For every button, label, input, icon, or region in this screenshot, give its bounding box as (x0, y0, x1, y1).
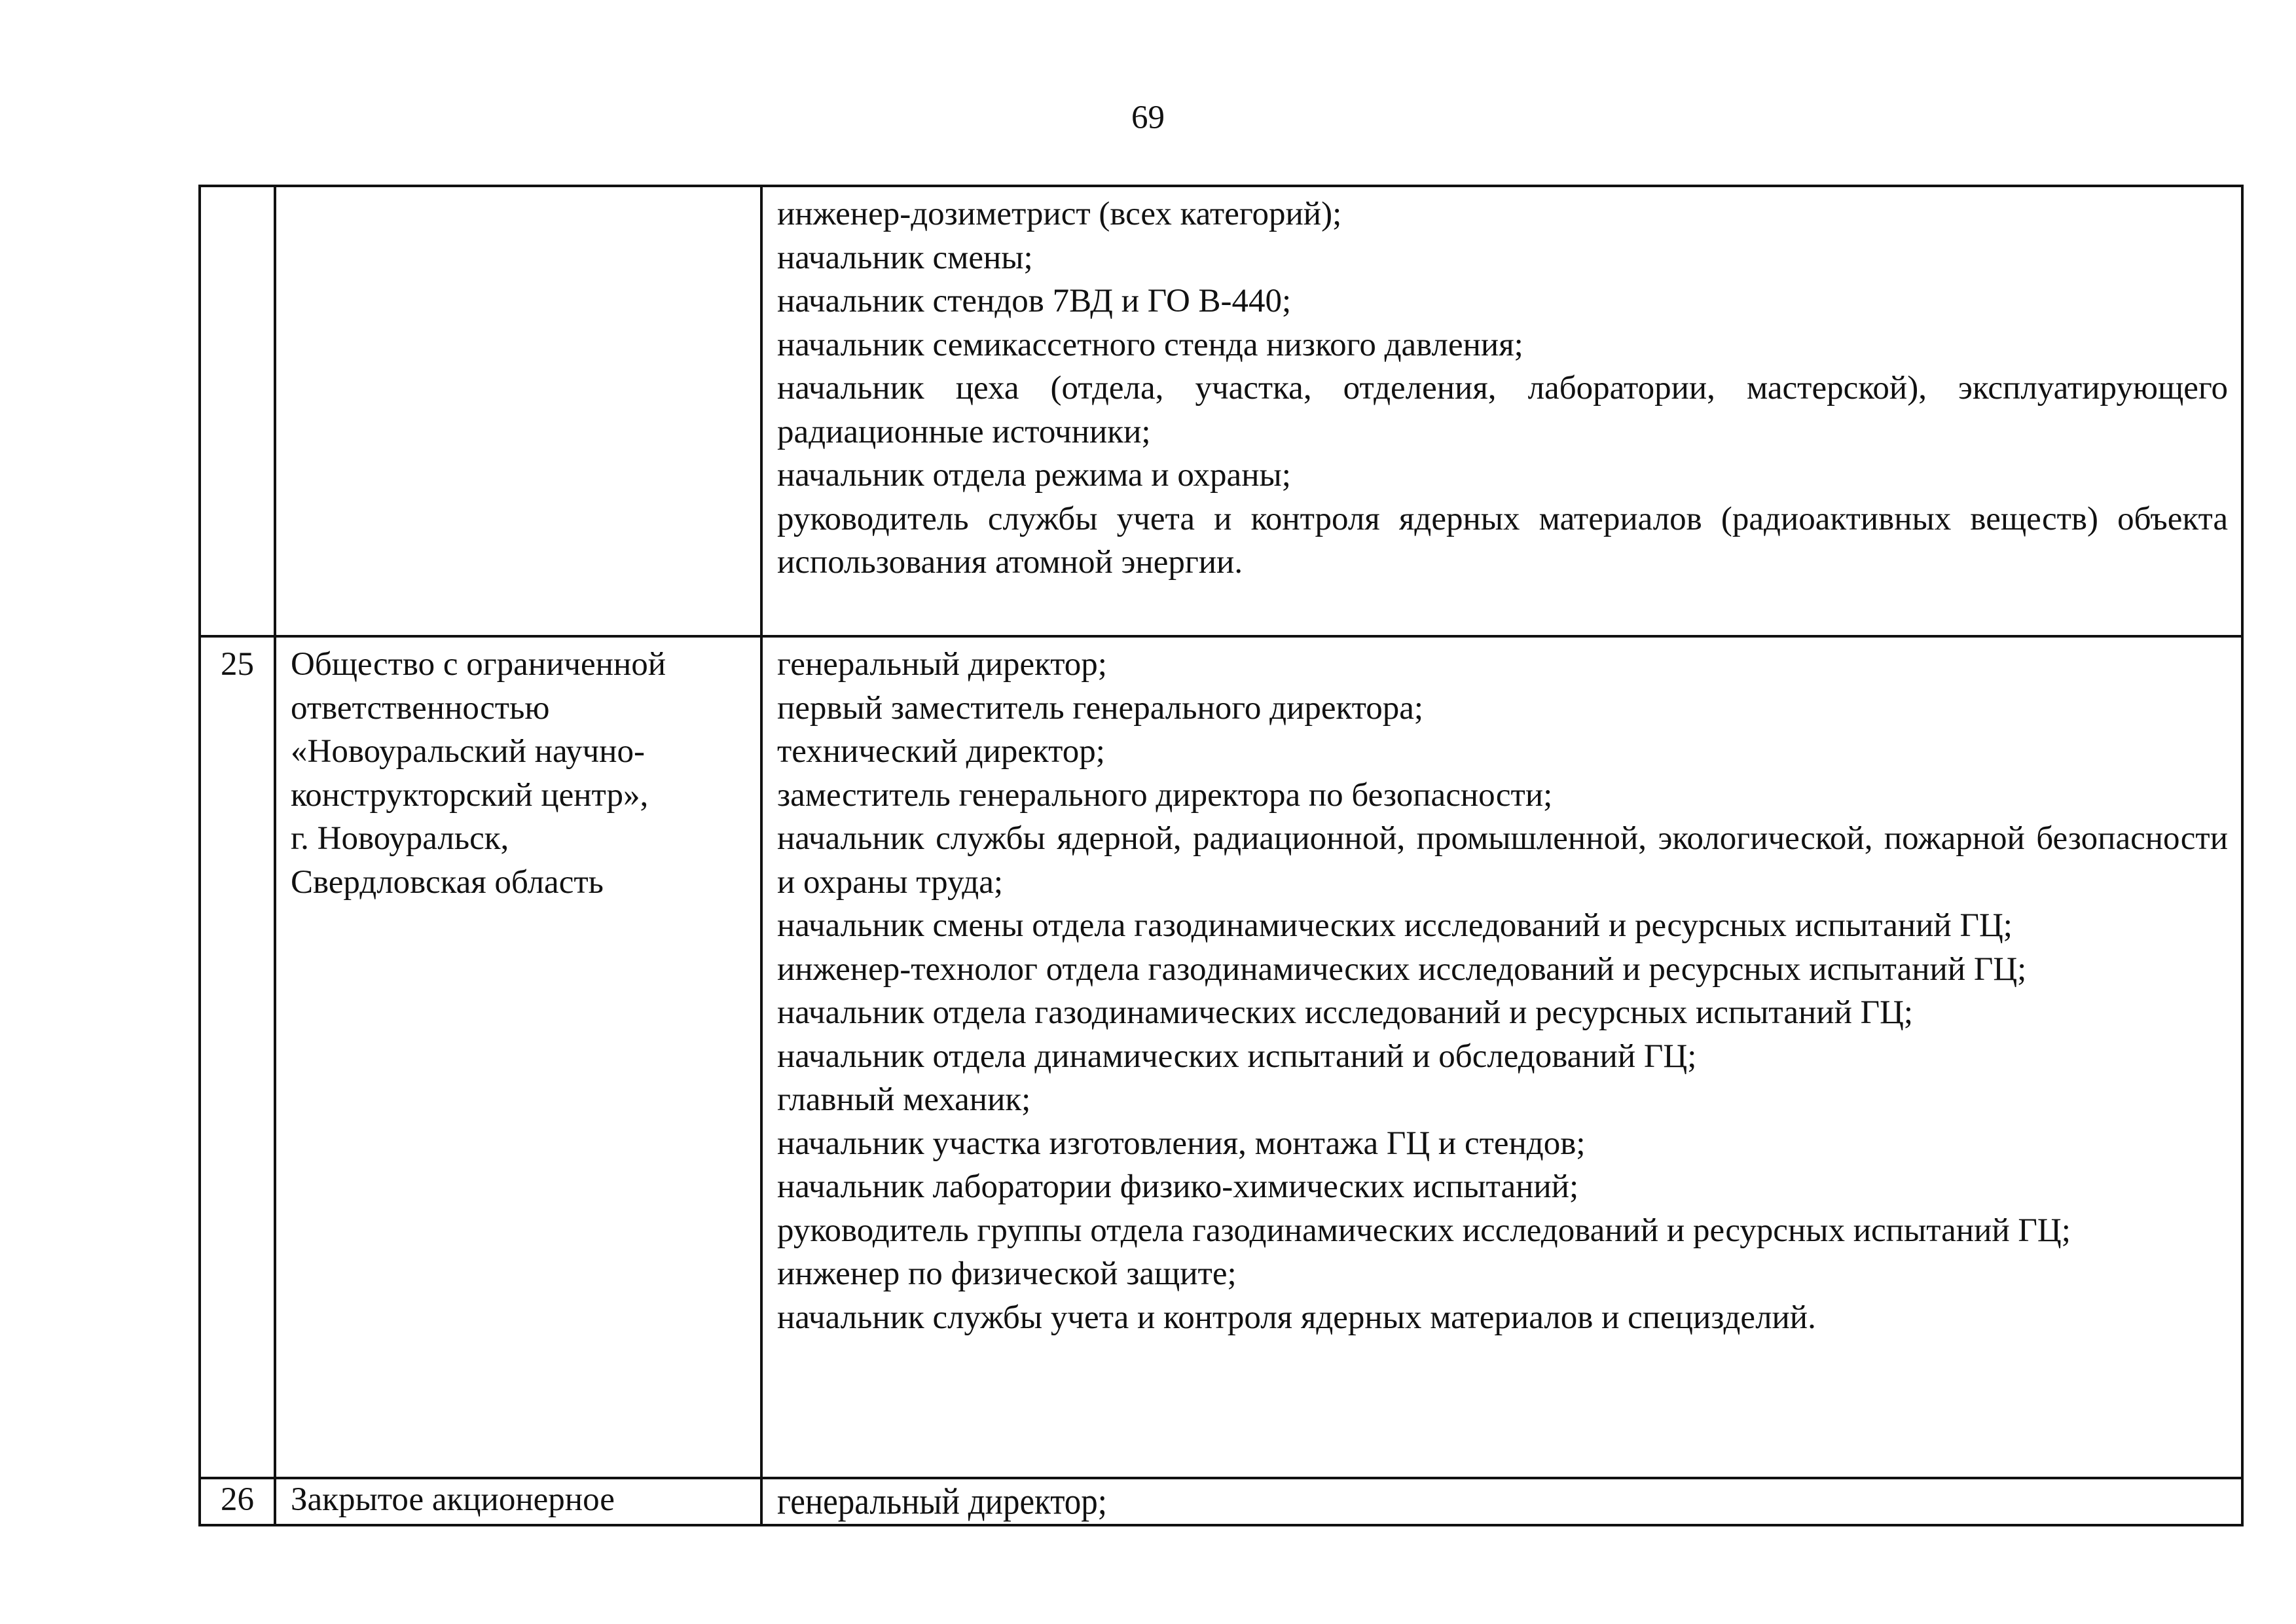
position-item: начальник участка изготовления, монтажа ГЦ и стендов; (777, 1125, 1586, 1162)
position-item: инженер-технолог отдела газодинамических исследований и ресурсных испытаний ГЦ; (777, 950, 2027, 988)
position-item: начальник отдела газодинамических исследований и ресурсных испытаний ГЦ; (777, 994, 1914, 1031)
position-item: первый заместитель генерального директора; (777, 689, 1424, 727)
organization-line: Закрытое акционерное (291, 1481, 615, 1518)
positions-table (198, 185, 2244, 1526)
table-row (200, 186, 2242, 636)
positions-cell (761, 1478, 2242, 1525)
organization-cell (275, 636, 761, 1478)
position-item: главный механик; (777, 1081, 1031, 1118)
organization-line: г. Новоуральск, (291, 820, 509, 857)
row-number-cell (200, 186, 275, 636)
position-item: технический директор; (777, 733, 1105, 770)
organization-line: Свердловская область (291, 863, 604, 901)
organization-cell (275, 186, 761, 636)
position-item: начальник службы учета и контроля ядерных материалов и специзделий. (777, 1299, 1816, 1336)
position-item: начальник лаборатории физико-химических испытаний; (777, 1168, 1579, 1205)
position-item: генеральный директор; (777, 646, 1107, 683)
position-item: начальник семикассетного стенда низкого давления; (777, 326, 1523, 363)
position-item: начальник смены отдела газодинамических исследований и ресурсных испытаний ГЦ; (777, 907, 2013, 944)
position-item: генеральный директор; (777, 1481, 1107, 1523)
table-row (200, 1478, 2242, 1525)
position-item: заместитель генерального директора по безопасности; (777, 776, 1553, 814)
organization-line: ответственностью (291, 689, 550, 727)
position-item: начальник смены; (777, 239, 1033, 276)
position-item: начальник отдела режима и охраны; (777, 457, 1291, 494)
positions-cell (761, 186, 2242, 636)
row-number-cell (200, 1478, 275, 1525)
position-item: начальник цеха (отдела, участка, отделения, лаборатории, мастерской), эксплуатирующего радиационные источники; (777, 370, 2228, 450)
table-row (200, 636, 2242, 1478)
page-number: 69 (1131, 99, 1165, 136)
organization-line: Общество с ограниченной (291, 646, 666, 683)
row-number: 25 (221, 646, 254, 683)
position-item: начальник стендов 7ВД и ГО В-440; (777, 283, 1292, 319)
position-item: инженер-дозиметрист (всех категорий); (777, 196, 1342, 232)
organization-line: конструкторский центр», (291, 776, 649, 814)
organization-cell (275, 1478, 761, 1525)
organization-line: «Новоуральский научно- (291, 733, 645, 770)
row-number: 26 (221, 1481, 254, 1518)
row-number (201, 187, 274, 192)
row-number-cell (200, 636, 275, 1478)
position-item: руководитель группы отдела газодинамических исследований и ресурсных испытаний ГЦ; (777, 1212, 2071, 1249)
position-item: начальник отдела динамических испытаний и обследований ГЦ; (777, 1038, 1697, 1075)
position-item: инженер по физической защите; (777, 1255, 1237, 1292)
positions-cell (761, 636, 2242, 1478)
position-item: начальник службы ядерной, радиационной, промышленной, экологической, пожарной безопасности и охраны труда; (777, 820, 2228, 901)
position-item: руководитель службы учета и контроля ядерных материалов (радиоактивных веществ) объекта использования атомной энергии. (777, 500, 2228, 581)
